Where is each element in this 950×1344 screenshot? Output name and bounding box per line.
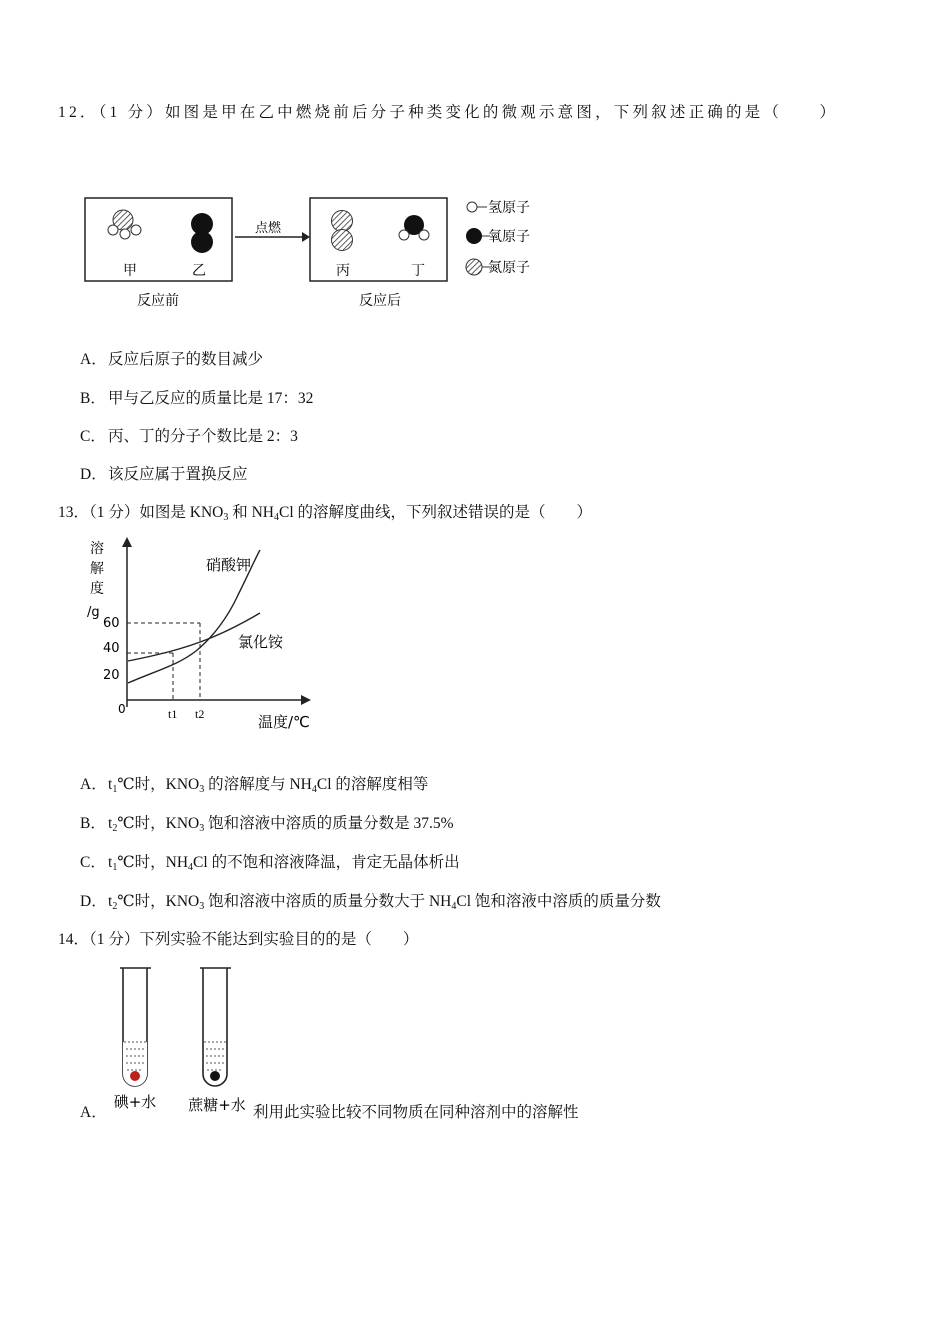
legend-oxygen (466, 228, 530, 245)
q12-title: 12．（1 分）如图是甲在乙中燃烧前后分子种类变化的微观示意图，下列叙述正确的是（ ） (58, 104, 839, 121)
q13-title: 13．（1 分）如图是 $KNO_3$ 和 $NH_4Cl$ 的溶解度曲线，下列叙述错误的是（ ） (58, 504, 593, 523)
caption-after: 反应后 (359, 293, 401, 309)
q14-title: 14．（1 分）下列实验不能达到实验目的的是（ ） (58, 931, 419, 948)
label-ding: 丁 (411, 263, 425, 279)
caption-before: 反应前 (137, 293, 179, 309)
sugar-particle (210, 1071, 220, 1081)
svg-text:氢原子: 氢原子 (488, 200, 530, 216)
svg-text:氮原子: 氮原子 (488, 260, 530, 276)
ytick-60: 60 (103, 616, 120, 631)
legend-hydrogen (467, 200, 530, 216)
ytick-20: 20 (103, 668, 120, 683)
solubility-chart (78, 535, 328, 735)
kno3-label: 硝酸钾 (206, 556, 252, 574)
nh4cl-label: 氯化铵 (238, 633, 284, 651)
molecule-yi (191, 213, 213, 253)
arrow-label: 点燃 (254, 221, 282, 236)
ylabel-char-3: 度 (90, 581, 104, 597)
origin-label: 0 (118, 702, 126, 716)
xtick-t2: t2 (195, 707, 205, 721)
ylabel-unit: /g (87, 605, 100, 620)
label-bing: 丙 (336, 263, 350, 279)
label-yi: 乙 (192, 263, 206, 279)
molecule-ding (399, 215, 429, 240)
molecule-bing (332, 211, 353, 251)
test-tube-iodine (120, 968, 151, 1086)
xlabel: 温度/℃ (258, 713, 310, 731)
q13-option-d: D．$t_2℃$时，$KNO_3$ 饱和溶液中溶质的质量分数大于 $NH_4Cl$ 饱和溶液中溶质的质量分数 (80, 893, 661, 912)
ylabel-char-2: 解 (90, 561, 104, 577)
q13-option-c: C． $t_1℃$时，$NH_4Cl$ 的不饱和溶液降温，肯定无晶体析出 (80, 854, 460, 873)
tube-label-sugar: 蔗糖+水 (188, 1096, 246, 1114)
ytick-40: 40 (103, 641, 120, 656)
q13-option-a: A．$t_1℃$时，$KNO_3$ 的溶解度与 $NH_4Cl$ 的溶解度相等 (80, 776, 429, 795)
iodine-particle (130, 1071, 140, 1081)
q13-option-b: B． $t_2℃$时，$KNO_3$ 饱和溶液中溶质的质量分数是 37.5% (80, 815, 454, 834)
test-tube-sugar (200, 968, 231, 1086)
q12-option-b: B． 甲与乙反应的质量比是 17：32 (80, 390, 314, 407)
xtick-t1: t1 (168, 707, 178, 721)
q12-option-a: A．反应后原子的数目减少 (80, 351, 264, 368)
tube-label-iodine: 碘+水 (113, 1093, 157, 1111)
q12-figure (80, 190, 570, 315)
q14-option-a-label: A． (80, 1104, 107, 1121)
legend-nitrogen (466, 259, 530, 276)
q14-test-tubes-figure (105, 962, 255, 1120)
q14-option-a-text: 利用此实验比较不同物质在同种溶剂中的溶解性 (253, 1104, 579, 1121)
molecule-jia (108, 210, 141, 239)
svg-text:氧原子: 氧原子 (488, 229, 530, 245)
label-jia: 甲 (123, 263, 137, 279)
ylabel-char-1: 溶 (90, 541, 104, 557)
q12-option-c: C． 丙、丁的分子个数比是 2：3 (80, 428, 298, 445)
q12-option-d: D．该反应属于置换反应 (80, 466, 248, 483)
